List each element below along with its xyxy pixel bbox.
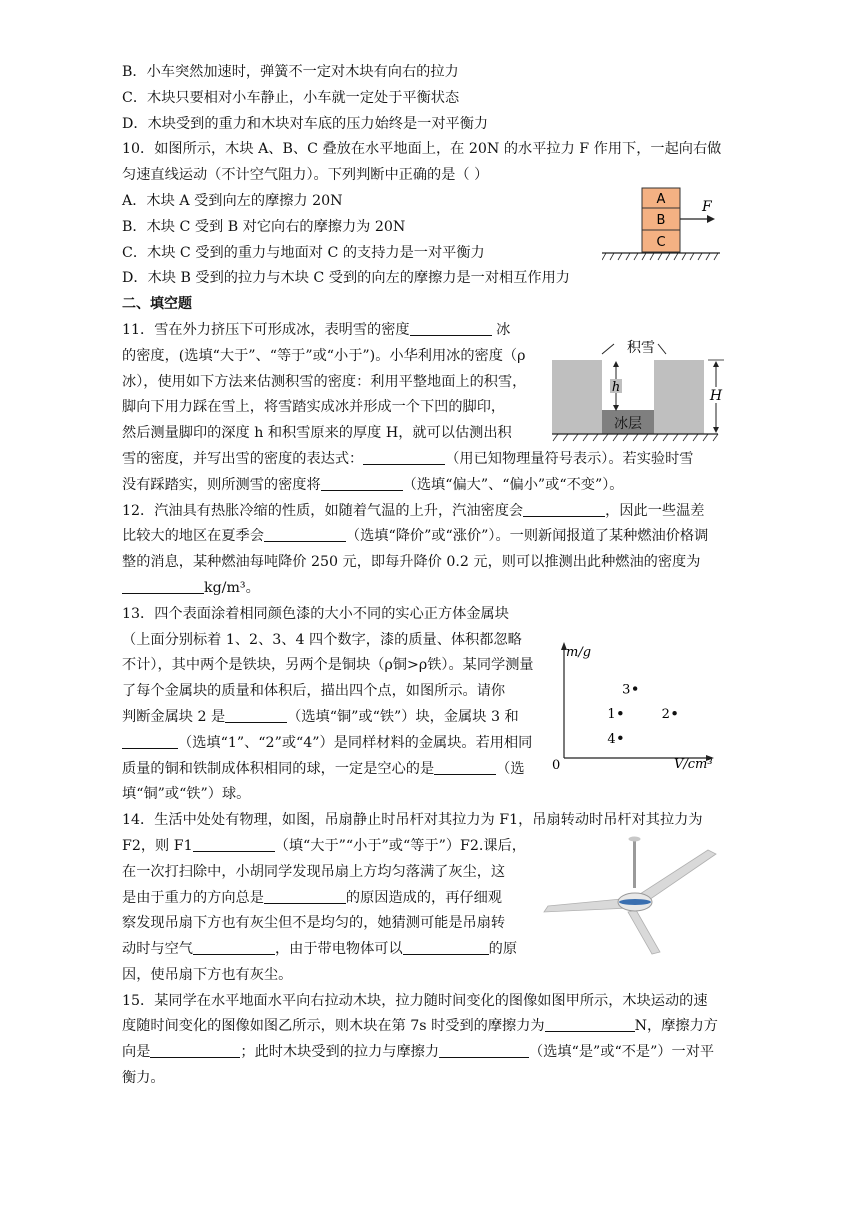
- x-axis-label: V/cm³: [674, 757, 713, 772]
- q15-line3: [122, 1040, 742, 1066]
- snow-left: [552, 360, 602, 434]
- answer-blank[interactable]: [439, 1041, 529, 1058]
- fan-rod: [633, 838, 636, 888]
- q9-option-c: C．木块只要相对小车静止，小车就一定处于平衡状态: [122, 89, 460, 106]
- arrowhead: [713, 427, 719, 433]
- ground-hatching: [553, 434, 718, 441]
- q11-text: （选填“偏大”、“偏小”或“不变”）。: [402, 476, 624, 493]
- h-label: h: [611, 380, 621, 395]
- origin-label: 0: [552, 758, 561, 772]
- q12-text: ，因此一些温差: [605, 502, 705, 519]
- answer-blank[interactable]: [321, 474, 403, 491]
- q12-line1: [122, 499, 742, 525]
- snow-right: [654, 360, 704, 434]
- ground-hatching: [602, 253, 718, 260]
- data-points: [607, 683, 676, 747]
- answer-blank[interactable]: [523, 500, 605, 517]
- answer-blank[interactable]: [193, 938, 275, 955]
- answer-blank[interactable]: [363, 448, 445, 465]
- q9-option-b: B．小车突然加速时，弹簧不一定对木块有向右的拉力: [122, 64, 459, 80]
- section-heading-fill-in: 二、填空题: [122, 296, 192, 313]
- data-point-label-3: 3: [622, 682, 631, 698]
- q15-line1: 15．某同学在水平地面水平向右拉动木块，拉力随时间变化的图像如图甲所示，木块运动的速: [122, 992, 708, 1009]
- q10-option-d: D．木块 B 受到的拉力与木块 C 受到的向左的摩擦力是一对相互作用力: [122, 270, 570, 287]
- data-point-label-2: 2: [661, 707, 670, 723]
- H-label: H: [709, 388, 723, 404]
- q12-text: （选填“降价”或“涨价”）。一则新闻报道了某种燃油价格调: [345, 528, 709, 545]
- q11-text: 11．雪在外力挤压下可形成冰，表明雪的密度: [122, 321, 410, 338]
- q13-line8: 填“铜”或“铁”）球。: [122, 786, 251, 803]
- blocks-figure: [602, 186, 720, 268]
- q11-line2: 的密度，(选填“大于”、“等于”或“小于”)。小华利用冰的密度（ρ: [122, 347, 526, 364]
- q15-text: 度随时间变化的图像如图乙所示，则木块在第 7s 时受到的摩擦力为: [122, 1018, 545, 1035]
- answer-blank[interactable]: [403, 938, 489, 955]
- q11-text: 雪的密度，并写出雪的密度的表达式：: [122, 450, 364, 467]
- q13-text: 判断金属块 2 是: [122, 708, 226, 725]
- answer-blank[interactable]: [410, 319, 492, 336]
- data-point-1: [618, 711, 622, 715]
- q13-line2: （上面分别标着 1、2、3、4 四个数字，漆的质量、体积都忽略: [122, 631, 522, 648]
- q14-text: 是由于重力的方向总是: [122, 889, 264, 906]
- q15-line4: 衡力。: [122, 1070, 165, 1087]
- q9-option-d: D．木块受到的重力和木块对车底的压力始终是一对平衡力: [122, 115, 489, 132]
- force-arrowhead: [707, 215, 715, 223]
- q12-text: 比较大的地区在夏季会: [122, 528, 264, 545]
- q14-text: F2，则 F1: [122, 837, 193, 854]
- snow-figure: [548, 334, 726, 444]
- fan-blade-right: [640, 850, 716, 902]
- q11-text: （用已知物理量符号表示）。若实验时雪: [445, 450, 694, 467]
- answer-blank[interactable]: [122, 577, 204, 594]
- q15-text: N，摩擦力方: [634, 1018, 718, 1035]
- q14-text: 动时与空气: [122, 941, 193, 958]
- y-axis-label: m/g: [566, 645, 592, 660]
- fan-mount: [629, 837, 641, 842]
- q11-line5: 然后测量脚印的深度 h 和积雪原来的厚度 H，就可以估测出积: [122, 425, 512, 442]
- answer-blank[interactable]: [264, 525, 346, 542]
- ceiling-fan-figure: [540, 836, 720, 956]
- q14-text: 的原: [488, 941, 518, 958]
- answer-blank[interactable]: [545, 1015, 635, 1032]
- q13-text: （选填“1”、“2”或“4”）是同样材料的金属块。若用相同: [178, 734, 533, 751]
- q14-text: （填“大于”“小于”或“等于”）F2.课后，: [274, 837, 526, 854]
- q15-text: ；此时木块受到的拉力与摩擦力: [240, 1044, 440, 1061]
- q15-line2: [122, 1014, 742, 1040]
- data-point-label-1: 1: [607, 707, 616, 723]
- fan-motor-band: [619, 899, 651, 905]
- q10-stem-line1: 10．如图所示，木块 A、B、C 叠放在水平地面上，在 20N 的水平拉力 F 作用下，一起向右做: [122, 141, 722, 158]
- data-point-2: [672, 711, 676, 715]
- q10-option-a: A．木块 A 受到向左的摩擦力 20N: [122, 192, 343, 209]
- q12-line2: [122, 524, 742, 550]
- answer-blank[interactable]: [264, 887, 346, 904]
- arrowhead: [713, 361, 719, 367]
- q10-stem-line2: 匀速直线运动（不计空气阻力）。下列判断中正确的是（ ）: [122, 167, 489, 184]
- fan-blade-bottom: [628, 910, 660, 954]
- q15-text: （选填“是”或“不是”）一对平: [529, 1044, 715, 1061]
- q13-text: （选填“铜”或“铁”）块，金属块 3 和: [287, 708, 519, 725]
- q13-line1: 13．四个表面涂着相同颜色漆的大小不同的实心正方体金属块: [122, 605, 509, 622]
- q14-text: ，由于带电物体可以: [274, 941, 403, 958]
- q14-line7: 因，使吊扇下方也有灰尘。: [122, 966, 293, 983]
- q14-line3: 在一次打扫除中，小胡同学发现吊扇上方均匀落满了灰尘，这: [122, 863, 506, 880]
- block-a-label: A: [656, 192, 666, 207]
- q13-line3: 不计），其中两个是铁块，另两个是铜块（ρ铜>ρ铁）。某同学测量: [122, 657, 534, 674]
- q11-line7: [122, 473, 742, 499]
- q12-text: 12．汽油具有热胀冷缩的性质，如随着气温的上升，汽油密度会: [122, 502, 524, 519]
- answer-blank[interactable]: [225, 706, 287, 723]
- q11-text: 冰: [491, 321, 511, 338]
- q12-line4: [122, 576, 742, 602]
- arrowhead: [613, 361, 619, 367]
- mass-volume-chart: [542, 636, 722, 772]
- pointer-line: [602, 344, 614, 354]
- data-point-4: [618, 736, 622, 740]
- q11-line4: 脚向下用力踩在雪上，将雪踏实成冰并形成一个下凹的脚印，: [122, 399, 506, 416]
- q15-text: 向是: [122, 1044, 151, 1061]
- block-b-label: B: [656, 213, 666, 228]
- data-point-label-4: 4: [607, 731, 616, 747]
- force-label: F: [702, 199, 712, 215]
- q11-line6: [122, 447, 742, 473]
- snow-label: 积雪: [627, 340, 655, 356]
- q11-text: 没有踩踏实，则所测雪的密度将: [122, 476, 321, 493]
- q11-line3: 冰），使用如下方法来估测积雪的密度：利用平整地面上的积雪，: [122, 373, 527, 390]
- block-c-label: C: [656, 235, 666, 250]
- q13-line4: 了每个金属块的质量和体积后，描出四个点，如图所示。请你: [122, 683, 506, 700]
- pointer-line: [658, 344, 666, 354]
- q14-text: 的原因造成的，再仔细观: [345, 889, 502, 906]
- q12-text: kg/m³。: [204, 579, 260, 596]
- data-point-3: [633, 686, 637, 690]
- answer-blank[interactable]: [122, 732, 178, 749]
- q14-line1: 14．生活中处处有物理，如图，吊扇静止时吊杆对其拉力为 F1，吊扇转动时吊杆对其拉力为: [122, 812, 703, 829]
- answer-blank[interactable]: [150, 1041, 240, 1058]
- ice-label: 冰层: [614, 416, 642, 432]
- q13-text: （选: [496, 760, 525, 777]
- q14-line5: 察发现吊扇下方也有灰尘但不是均匀的，她猜测可能是吊扇转: [122, 915, 506, 932]
- q13-text: 质量的铜和铁制成体积相同的球，一定是空心的是: [122, 760, 435, 777]
- q10-option-b: B．木块 C 受到 B 对它向右的摩擦力为 20N: [122, 218, 406, 235]
- q10-option-c: C．木块 C 受到的重力与地面对 C 的支持力是一对平衡力: [122, 244, 485, 261]
- q12-line3: 整的消息，某种燃油每吨降价 250 元，即每升降价 0.2 元，则可以推测出此种燃油的密度为: [122, 554, 701, 571]
- answer-blank[interactable]: [193, 835, 275, 852]
- answer-blank[interactable]: [434, 758, 496, 775]
